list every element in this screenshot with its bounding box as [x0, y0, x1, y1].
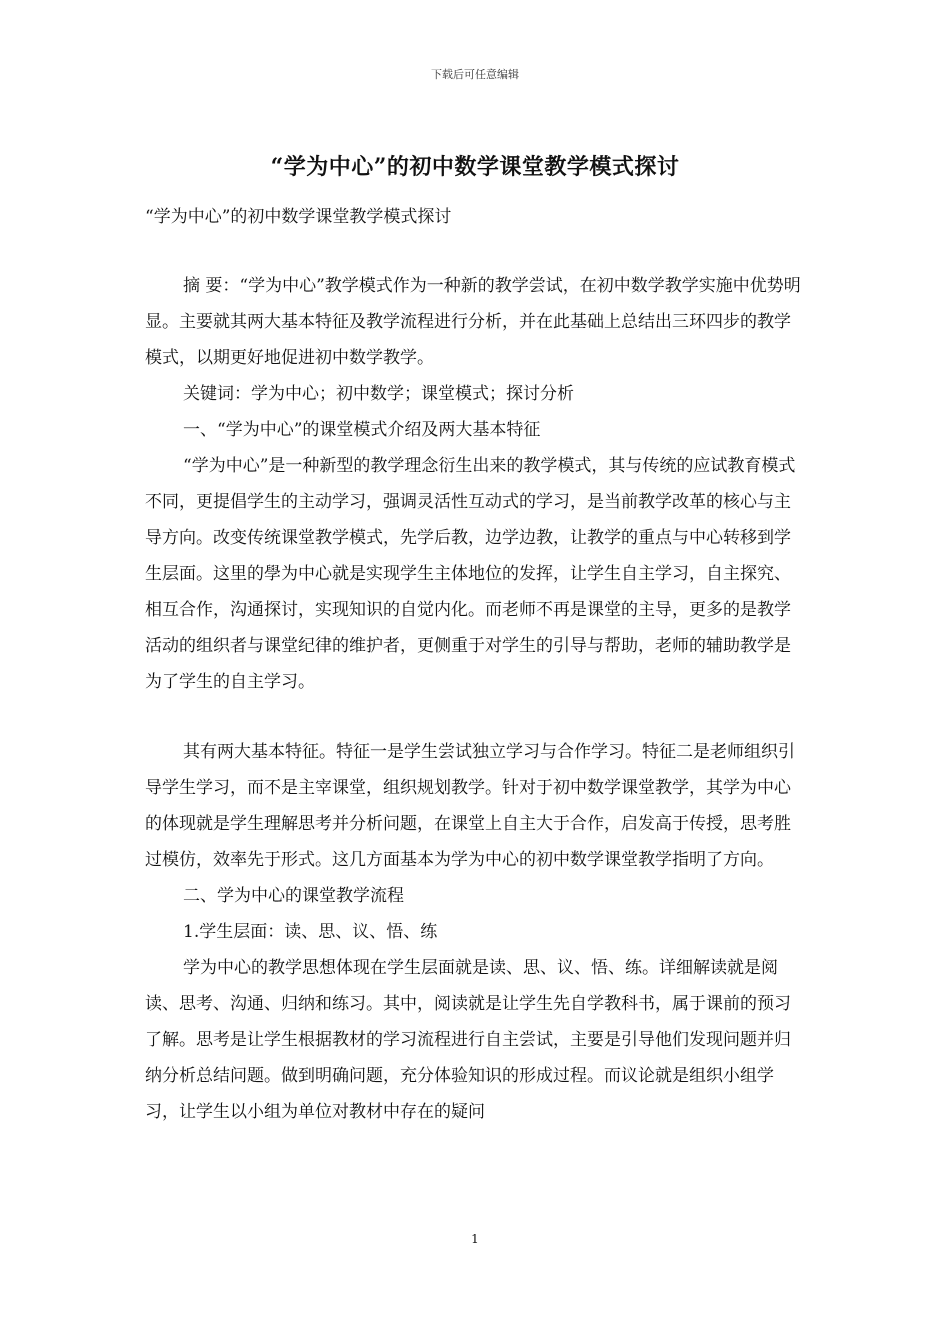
document-title: “学为中心”的初中数学课堂教学模式探讨 — [270, 154, 680, 180]
subsection-heading: 1.学生层面：读、思、议、悟、练 — [183, 922, 438, 942]
section-heading-1: 一、“学为中心”的课堂模式介绍及两大基本特征 — [183, 420, 541, 440]
document-subtitle: “学为中心”的初中数学课堂教学模式探讨 — [145, 207, 452, 227]
section-heading-2: 二、学为中心的课堂教学流程 — [183, 886, 404, 906]
keywords-paragraph: 关键词：学为中心；初中数学；课堂模式；探讨分析 — [183, 384, 574, 404]
body-paragraph: 其有两大基本特征。特征一是学生尝试独立学习与合作学习。特征二是老师组织引导学生学习，而不是主宰课堂，组织规划教学。针对于初中数学课堂教学，其学为中心的体现就是学生理解思考并分析问题，在课堂上自主大于合作，启发高于传授，思考胜过模仿，效率先于形式。这几方面基本为学为中心的初中数学课堂教学指明了方向。 — [145, 742, 795, 870]
page-number: 1 — [471, 1232, 479, 1246]
body-paragraph: “学为中心”是一种新型的教学理念衍生出来的教学模式，其与传统的应试教育模式不同，更提倡学生的主动学习，强调灵活性互动式的学习，是当前教学改革的核心与主导方向。改变传统课堂教学模式，先学后教，边学边教，让教学的重点与中心转移到学生层面。这里的學为中心就是实现学生主体地位的发挥，让学生自主学习，自主探究、相互合作，沟通探讨，实现知识的自觉内化。而老师不再是课堂的主导，更多的是教学活动的组织者与课堂纪律的维护者，更侧重于对学生的引导与帮助，老师的辅助教学是为了学生的自主学习。 — [145, 456, 796, 692]
paragraph-gap — [145, 700, 807, 734]
abstract-paragraph: 摘 要：“学为中心”教学模式作为一种新的教学尝试，在初中数学教学实施中优势明显。主要就其两大基本特征及教学流程进行分析，并在此基础上总结出三环四步的教学模式，以期更好地促进初中数学教学。 — [145, 276, 801, 368]
page-header: 下载后可任意编辑 — [431, 68, 519, 81]
body-paragraph: 学为中心的教学思想体现在学生层面就是读、思、议、悟、练。详细解读就是阅读、思考、沟通、归纳和练习。其中，阅读就是让学生先自学教科书，属于课前的预习了解。思考是让学生根据教材的学习流程进行自主尝试，主要是引导他们发现问题并归纳分析总结问题。做到明确问题，充分体验知识的形成过程。而议论就是组织小组学习，让学生以小组为单位对教材中存在的疑问 — [145, 958, 791, 1122]
document-body — [145, 268, 807, 1130]
